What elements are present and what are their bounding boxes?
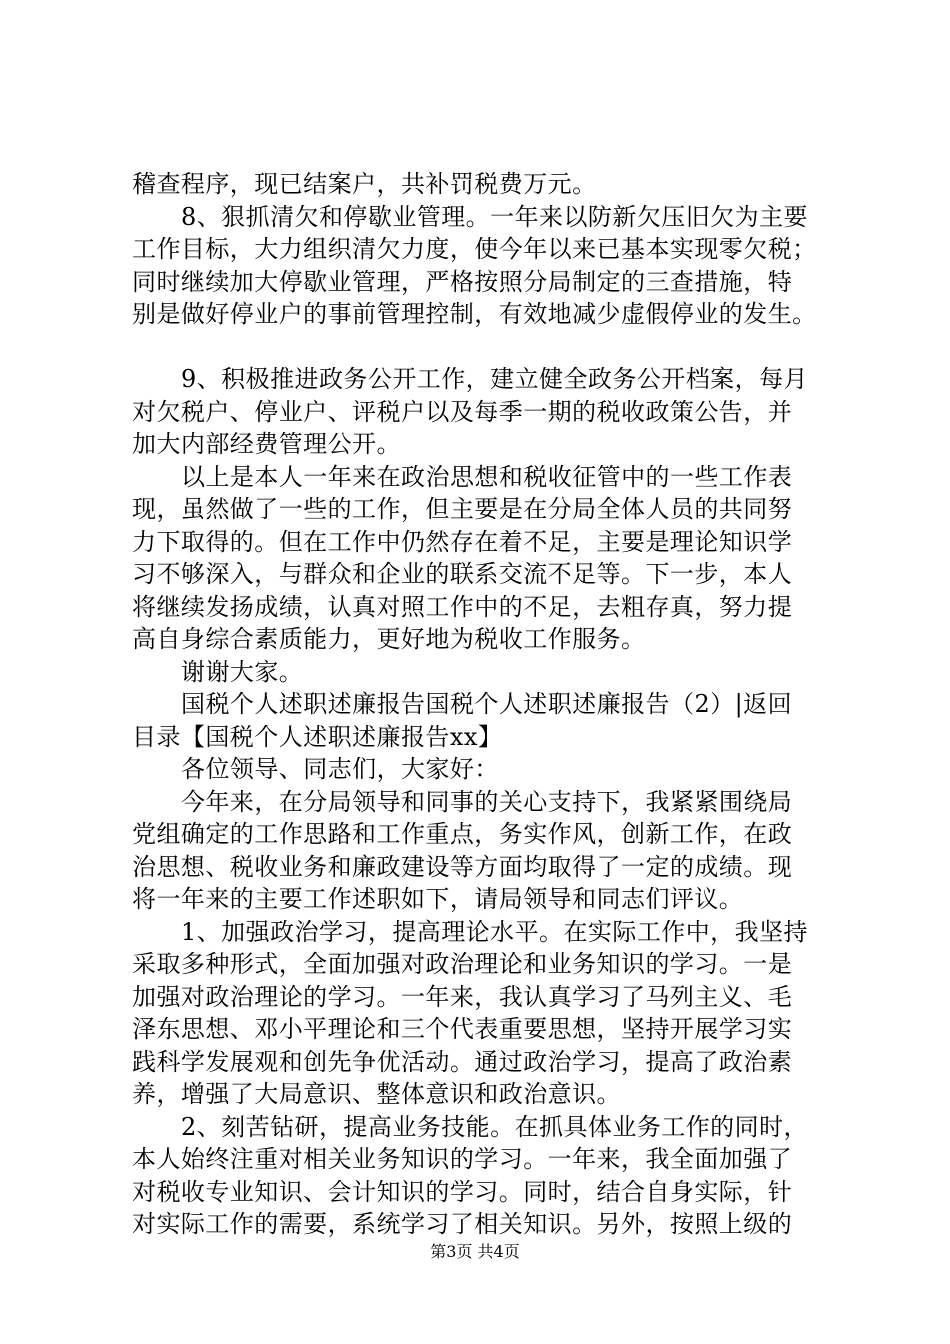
text-line: 加强对政治理论的学习。一年来，我认真学习了马列主义、毛 (132, 982, 793, 1011)
text-line: 泽东思想、邓小平理论和三个代表重要思想，坚持开展学习实 (132, 1015, 793, 1043)
section-link-line[interactable]: 目录【国税个人述职述廉报告xx】 (132, 722, 503, 751)
text-line: 2、刻苦钻研，提高业务技能。在抓具体业务工作的同时， (181, 1112, 808, 1141)
text-line: 1、加强政治学习，提高理论水平。在实际工作中，我坚持 (181, 917, 808, 946)
text-line: 高自身综合素质能力，更好地为税收工作服务。 (132, 625, 646, 653)
text-line: 践科学发展观和创先争优活动。通过政治学习，提高了政治素 (132, 1047, 793, 1076)
text-line: 对欠税户、停业户、评税户以及每季一期的税收政策公告，并 (132, 397, 793, 426)
text-line: 将继续发扬成绩，认真对照工作中的不足，去粗存真，努力提 (132, 592, 793, 621)
text-line: 养，增强了大局意识、整体意识和政治意识。 (132, 1080, 621, 1108)
text-line: 谢谢大家。 (181, 657, 304, 686)
text-line: 对实际工作的需要，系统学习了相关知识。另外，按照上级的 (132, 1210, 793, 1238)
text-line: 本人始终注重对相关业务知识的学习。一年来，我全面加强了 (132, 1145, 793, 1173)
text-line: 将一年来的主要工作述职如下，请局领导和同志们评议。 (132, 885, 744, 913)
text-line: 9、积极推进政务公开工作，建立健全政务公开档案，每月 (181, 365, 808, 393)
text-line: 力下取得的。但在工作中仍然存在着不足，主要是理论知识学 (132, 527, 793, 556)
text-line: 工作目标，大力组织清欠力度，使今年以来已基本实现零欠税； (132, 235, 817, 263)
text-line: 现，虽然做了一些的工作，但主要是在分局全体人员的共同努 (132, 495, 793, 523)
text-line: 党组确定的工作思路和工作重点，务实作风，创新工作，在政 (132, 820, 793, 848)
text-line: 8、狠抓清欠和停歇业管理。一年来以防新欠压旧欠为主要 (181, 202, 808, 231)
page-footer: 第3页 共4页 (430, 1242, 520, 1261)
text-line: 治思想、税收业务和廉政建设等方面均取得了一定的成绩。现 (132, 852, 793, 881)
text-line: 各位领导、同志们，大家好： (181, 755, 499, 783)
text-line: 以上是本人一年来在政治思想和税收征管中的一些工作表 (181, 462, 793, 491)
text-line: 习不够深入，与群众和企业的联系交流不足等。下一步，本人 (132, 560, 793, 588)
text-line: 同时继续加大停歇业管理，严格按照分局制定的三查措施，特 (132, 267, 793, 296)
text-line: 稽查程序，现已结案户，共补罚税费万元。 (132, 170, 597, 198)
paragraph-gap (132, 331, 832, 364)
text-line: 别是做好停业户的事前管理控制，有效地减少虚假停业的发生。 (132, 300, 817, 328)
text-line: 对税收专业知识、会计知识的学习。同时，结合自身实际，针 (132, 1177, 793, 1206)
text-line: 今年来，在分局领导和同事的关心支持下，我紧紧围绕局 (181, 787, 793, 816)
text-line: 采取多种形式，全面加强对政治理论和业务知识的学习。一是 (132, 950, 793, 978)
text-line: 加大内部经费管理公开。 (132, 430, 401, 458)
section-link-line[interactable]: 国税个人述职述廉报告国税个人述职述廉报告（2）|返回 (181, 690, 793, 718)
document-body (132, 168, 832, 1241)
